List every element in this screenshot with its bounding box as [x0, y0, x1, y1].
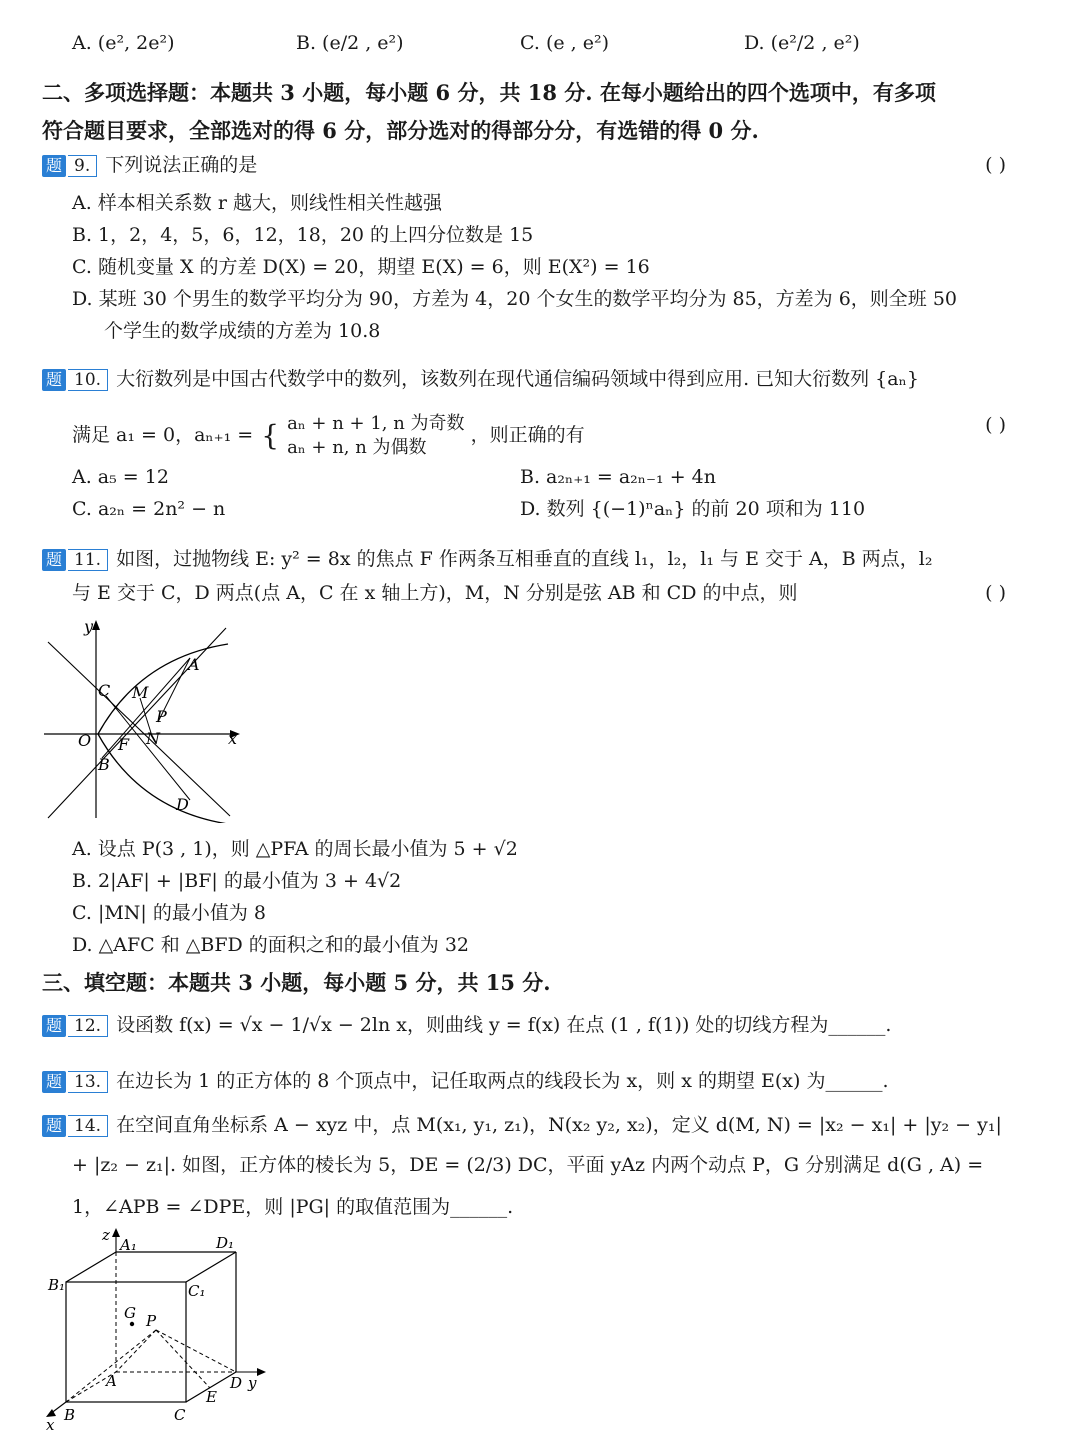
q11-label-m: M [132, 683, 149, 702]
q14-z-arrow [112, 1228, 120, 1237]
q14-point-g [130, 1322, 134, 1326]
q12-stem: 设函数 f(x) = √x − 1/√x − 2ln x，则曲线 y = f(x) 在点 (1 , f(1)) 处的切线方程为______. [116, 1014, 892, 1036]
q11-stem-line2: 与 E 交于 C，D 两点(点 A，C 在 x 轴上方)，M，N 分别是弦 AB 和 CD 的中点，则 [72, 582, 798, 604]
q11-label-b: B [98, 755, 110, 774]
q14-label-z: z [102, 1226, 110, 1244]
q13-stem: 在边长为 1 的正方体的 8 个顶点中，记任取两点的线段长为 x，则 x 的期望 E(x) 为______. [116, 1070, 889, 1092]
q10-brace: { [261, 419, 280, 452]
q11-answer-paren: ( ) [985, 582, 1006, 604]
q12-row [42, 1012, 891, 1038]
q14-segment-pd [156, 1330, 236, 1372]
q14-stem-line2: + |z₂ − z₁|. 如图，正方体的棱长为 5，DE = (2/3) DC，平面 yAz 内两个动点 P，G 分别满足 d(G , A) = [72, 1154, 984, 1176]
q14-segment-pe [156, 1330, 210, 1388]
q11-label-y: y [84, 618, 94, 636]
q11-label-f: F [118, 735, 130, 754]
q11-label-o: O [78, 731, 92, 750]
q11-parabola-figure [40, 618, 250, 823]
q8-option-d: D. (e²/2 , e²) [744, 32, 860, 54]
q9-header [42, 152, 257, 178]
q11-header [42, 546, 932, 572]
q10-cases [287, 412, 464, 460]
q13-number: 13. [68, 1071, 108, 1093]
q9-option-d-line1: D. 某班 30 个男生的数学平均分为 90，方差为 4，20 个女生的数学平均分为 85，方差为 6，则全班 50 [72, 288, 958, 310]
q10-stem-line2 [72, 412, 585, 460]
q9-option-d-line2: 个学生的数学成绩的方差为 10.8 [104, 320, 381, 342]
q10-case-odd: aₙ + n + 1, n 为奇数 [287, 413, 465, 434]
q10-stem-condition: 满足 a₁ = 0，aₙ₊₁ = [72, 424, 254, 446]
section3-line1: 三、填空题：本题共 3 小题，每小题 5 分，共 15 分. [42, 970, 551, 995]
q9-option-c: C. 随机变量 X 的方差 D(X) = 20，期望 E(X) = 6，则 E(X²) = 16 [72, 256, 650, 278]
q11-option-b: B. 2|AF| + |BF| 的最小值为 3 + 4√2 [72, 870, 402, 892]
q9-option-b: B. 1，2，4，5，6，12，18，20 的上四分位数是 15 [72, 224, 534, 246]
q9-stem: 下列说法正确的是 [105, 154, 258, 176]
q14-label-b1: B₁ [48, 1276, 66, 1294]
q14-stem-line3: 1，∠APB = ∠DPE，则 |PG| 的取值范围为______. [72, 1196, 514, 1218]
q14-label-y: y [248, 1374, 257, 1392]
q14-edge-c1d1 [186, 1252, 236, 1282]
q9-answer-paren: ( ) [985, 154, 1006, 176]
q10-stem-line1: 大衍数列是中国古代数学中的数列，该数列在现代通信编码领域中得到应用. 已知大衍数列 {aₙ} [116, 368, 919, 390]
q14-edge-b1a1 [66, 1252, 116, 1282]
q9-option-a: A. 样本相关系数 r 越大，则线性相关性越强 [72, 192, 442, 214]
q14-segment-pb [66, 1330, 156, 1402]
q11-line-l2 [48, 642, 230, 816]
q8-option-c: C. (e , e²) [520, 32, 609, 54]
q11-option-c: C. |MN| 的最小值为 8 [72, 902, 266, 924]
q14-y-arrow [257, 1368, 266, 1376]
q10-stem-ending: ，则正确的有 [470, 424, 585, 446]
q10-tag: 题 [42, 369, 66, 391]
q14-number: 14. [68, 1115, 108, 1137]
q10-case-even: aₙ + n, n 为偶数 [287, 437, 427, 458]
q12-number: 12. [68, 1015, 108, 1037]
q14-label-a1: A₁ [120, 1236, 137, 1254]
q11-label-c: C [98, 681, 111, 700]
q14-label-d: D [230, 1374, 243, 1392]
q10-option-c: C. a₂ₙ = 2n² − n [72, 498, 226, 520]
q12-tag: 题 [42, 1015, 66, 1037]
q11-tag: 题 [42, 549, 66, 571]
q11-stem-line1: 如图，过抛物线 E: y² = 8x 的焦点 F 作两条互相垂直的直线 l₁，l₂，l₁ 与 E 交于 A，B 两点，l₂ [116, 548, 933, 570]
q11-option-a: A. 设点 P(3 , 1)，则 △PFA 的周长最小值为 5 + √2 [72, 838, 518, 860]
q10-number: 10. [68, 369, 108, 391]
q14-label-a: A [106, 1372, 117, 1390]
q14-label-e: E [206, 1388, 217, 1406]
q14-header [42, 1112, 1002, 1138]
q11-label-a: A [188, 655, 200, 674]
q14-label-p: P [146, 1312, 157, 1330]
q10-option-d: D. 数列 {(−1)ⁿaₙ} 的前 20 项和为 110 [520, 498, 866, 520]
q11-label-x: x [228, 729, 238, 748]
q13-row [42, 1068, 888, 1094]
q11-y-arrow [92, 620, 100, 630]
q14-stem-line1: 在空间直角坐标系 A − xyz 中，点 M(x₁, y₁, z₁)，N(x₂ y₂, x₂)，定义 d(M, N) = |x₂ − x₁| + |y₂ − y₁| [116, 1114, 1002, 1136]
q11-label-p: P [156, 707, 167, 726]
q14-label-g: G [124, 1304, 136, 1322]
q11-label-d: D [176, 795, 189, 814]
q8-option-b: B. (e/2 , e²) [296, 32, 404, 54]
q14-label-b: B [64, 1406, 76, 1424]
q11-label-n: N [146, 729, 160, 748]
q10-header [42, 366, 919, 392]
q14-label-c1: C₁ [188, 1282, 206, 1300]
q14-segment-pa [116, 1330, 156, 1372]
q11-option-d: D. △AFC 和 △BFD 的面积之和的最小值为 32 [72, 934, 470, 956]
q14-front-face [66, 1282, 186, 1402]
q8-option-a: A. (e², 2e²) [72, 32, 175, 54]
q14-tag: 题 [42, 1115, 66, 1137]
q14-cube-figure [40, 1226, 280, 1448]
q14-label-x: x [46, 1416, 55, 1434]
q10-answer-paren: ( ) [985, 414, 1006, 436]
q9-tag: 题 [42, 155, 66, 177]
q10-option-a: A. a₅ = 12 [72, 466, 169, 488]
q14-label-c: C [174, 1406, 186, 1424]
q10-option-b: B. a₂ₙ₊₁ = a₂ₙ₋₁ + 4n [520, 466, 716, 488]
q9-number: 9. [68, 155, 97, 177]
section2-line2: 符合题目要求，全部选对的得 6 分，部分选对的得部分分，有选错的得 0 分. [42, 118, 759, 143]
q13-tag: 题 [42, 1071, 66, 1093]
q11-number: 11. [68, 549, 108, 571]
q14-label-d1: D₁ [216, 1234, 235, 1252]
section2-line1: 二、多项选择题：本题共 3 小题，每小题 6 分，共 18 分. 在每小题给出的四个选项中，有多项 [42, 80, 936, 105]
